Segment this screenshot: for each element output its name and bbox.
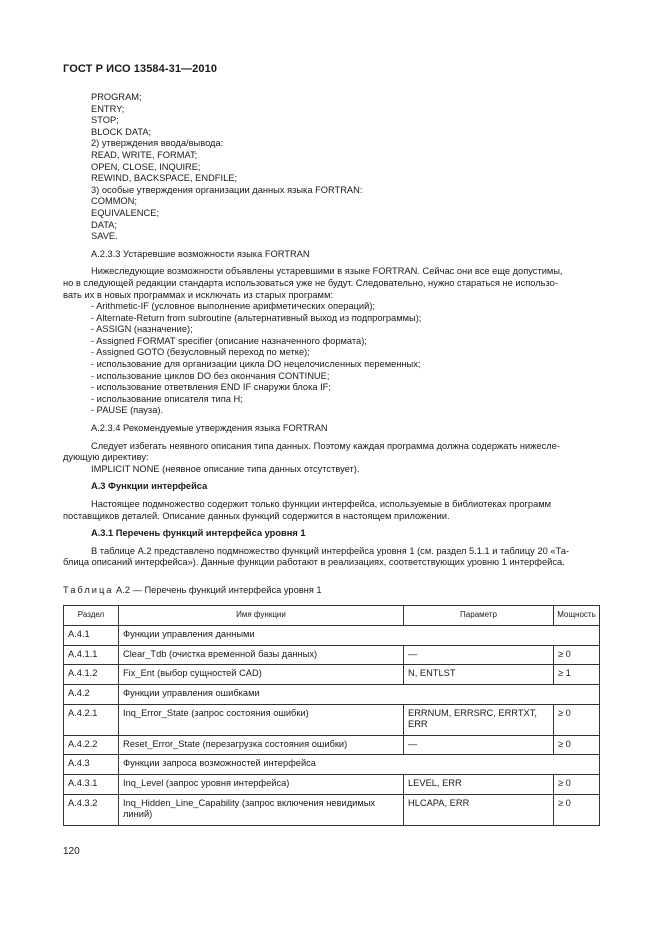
obsolete-feature-item: - использование для организации цикла DO нецелочисленных переменных; [91,359,421,370]
table-row [64,735,600,755]
paragraph-line: поставщиков деталей. Описание данных функций содержится в настоящем приложении. [63,510,450,521]
statement-line: OPEN, CLOSE, INQUIRE; [91,161,201,172]
paragraph-line: вать их в новых программах и исключать из старых программ: [63,289,333,300]
section-a31-heading: А.3.1 Перечень функций интерфейса уровня 1 [91,528,306,539]
table-row [64,794,600,825]
statement-list [63,92,599,243]
document-header: ГОСТ Р ИСО 13584-31—2010 [63,63,218,75]
cell-parameter: — [404,735,554,755]
cell-group-name: Функции управления ошибками [119,684,600,704]
page-number: 120 [63,846,80,857]
implicit-directive: IMPLICIT NONE (неявное описание типа данных отсутствует). [91,463,360,474]
cell-power: ≥ 1 [554,665,600,685]
cell-section: А.4.3.2 [64,794,119,825]
obsolete-feature-item: - использование ответвления END IF снаружи блока IF; [91,382,331,393]
header-section: Раздел [64,605,119,626]
section-a234-heading: А.2.3.4 Рекомендуемые утверждения языка FORTRAN [91,423,328,434]
paragraph-line: блица описаний интерфейса»). Данные функции работают в реализациях, соответствующих уровню 1 интерфейса. [63,557,565,568]
cell-parameter: N, ENTLST [404,665,554,685]
obsolete-feature-item: - использование циклов DO без окончания CONTINUE; [91,370,330,381]
section-a233-heading: А.2.3.3 Устаревшие возможности языка FORTRAN [91,248,310,259]
cell-group-name: Функции управления данными [119,626,600,646]
table-intro-paragraph [63,546,599,569]
obsolete-feature-item: - Assigned FORMAT specifier (описание назначенного формата); [91,335,367,346]
cell-section: А.4.3.1 [64,774,119,794]
statement-line: ENTRY; [91,103,125,114]
table-caption [63,585,599,597]
paragraph-line: дующую директиву: [63,452,149,463]
table-row [64,684,600,704]
cell-function-name: Fix_Ent (выбор сущностей CAD) [119,665,404,685]
table-row [64,645,600,665]
cell-section: А.4.1.1 [64,645,119,665]
section-a3-heading: А.3 Функции интерфейса [91,481,208,492]
cell-function-name: Reset_Error_State (перезагрузка состояния ошибки) [119,735,404,755]
table-row [64,755,600,775]
cell-section: А.4.2.1 [64,704,119,735]
cell-section: А.4.3 [64,755,119,775]
statement-line: READ, WRITE, FORMAT; [91,149,198,160]
cell-function-name: Inq_Hidden_Line_Capability (запрос включения невидимых линий) [119,794,404,825]
table-body [64,626,600,826]
header-power: Мощность [554,605,600,626]
table-row [64,774,600,794]
table-row [64,704,600,735]
paragraph-line: Следует избегать неявного описания типа данных. Поэтому каждая программа должна содержать нижесле- [91,440,560,451]
cell-function-name: Inq_Error_State (запрос состояния ошибки) [119,704,404,735]
cell-function-name: Clear_Tdb (очистка временной базы данных) [119,645,404,665]
statement-line: REWIND, BACKSPACE, ENDFILE; [91,173,238,184]
statement-line: PROGRAM; [91,92,142,102]
cell-group-name: Функции запроса возможностей интерфейса [119,755,600,775]
cell-power: ≥ 0 [554,645,600,665]
statement-line: STOP; [91,115,119,126]
statement-line: 2) утверждения ввода/вывода: [91,138,224,149]
implicit-paragraph [63,441,599,464]
statement-line: 3) особые утверждения организации данных языка FORTRAN: [91,184,363,195]
paragraph-line: Нижеследующие возможности объявлены устаревшими в языке FORTRAN. Сейчас они все еще допустимы, [91,266,563,277]
table-row [64,626,600,646]
cell-section: А.4.2 [64,684,119,704]
obsolete-features-paragraph [63,266,599,301]
table-header-row [64,605,600,626]
obsolete-features-list [63,301,599,417]
cell-power: ≥ 0 [554,774,600,794]
obsolete-feature-item: - Alternate-Return from subroutine (альтернативный выход из подпрограммы); [91,312,422,323]
cell-parameter: LEVEL, ERR [404,774,554,794]
statement-line: EQUIVALENCE; [91,207,160,218]
header-function-name: Имя функции [119,605,404,626]
cell-function-name: Inq_Level (запрос уровня интерфейса) [119,774,404,794]
paragraph-line: В таблице А.2 представлено подмножество функций интерфейса уровня 1 (см. раздел 5.1.1 и таблицу 20 «Та- [91,545,570,556]
cell-section: А.4.2.2 [64,735,119,755]
obsolete-feature-item: - ASSIGN (назначение); [91,324,193,335]
table-caption-word: Таблица [63,584,114,595]
statement-line: DATA; [91,219,117,230]
cell-power: ≥ 0 [554,704,600,735]
paragraph-line: но в следующей редакции стандарта использоваться уже не будут. Следовательно, нужно стараться не использо- [63,277,558,288]
interface-functions-paragraph [63,499,599,522]
cell-parameter: ERRNUM, ERRSRC, ERRTXT, ERR [404,704,554,735]
table-row [64,665,600,685]
cell-parameter: — [404,645,554,665]
cell-parameter: HLCAPA, ERR [404,794,554,825]
cell-section: А.4.1 [64,626,119,646]
obsolete-feature-item: - PAUSE (пауза). [91,405,164,416]
functions-table [63,605,600,826]
cell-section: А.4.1.2 [64,665,119,685]
cell-power: ≥ 0 [554,794,600,825]
header-parameter: Параметр [404,605,554,626]
statement-line: BLOCK DATA; [91,126,152,137]
obsolete-feature-item: - использование описателя типа Н; [91,393,243,404]
page-content [63,92,599,826]
obsolete-feature-item: - Arithmetic-IF (условное выполнение арифметических операций); [91,301,375,312]
table-caption-text: А.2 — Перечень функций интерфейса уровня 1 [116,584,322,595]
paragraph-line: Настоящее подмножество содержит только функции интерфейса, используемые в библиотеках программ [91,499,552,509]
cell-power: ≥ 0 [554,735,600,755]
statement-line: SAVE. [91,231,118,242]
obsolete-feature-item: - Assigned GOTO (безусловный переход по метке); [91,347,310,358]
statement-line: COMMON; [91,196,137,207]
